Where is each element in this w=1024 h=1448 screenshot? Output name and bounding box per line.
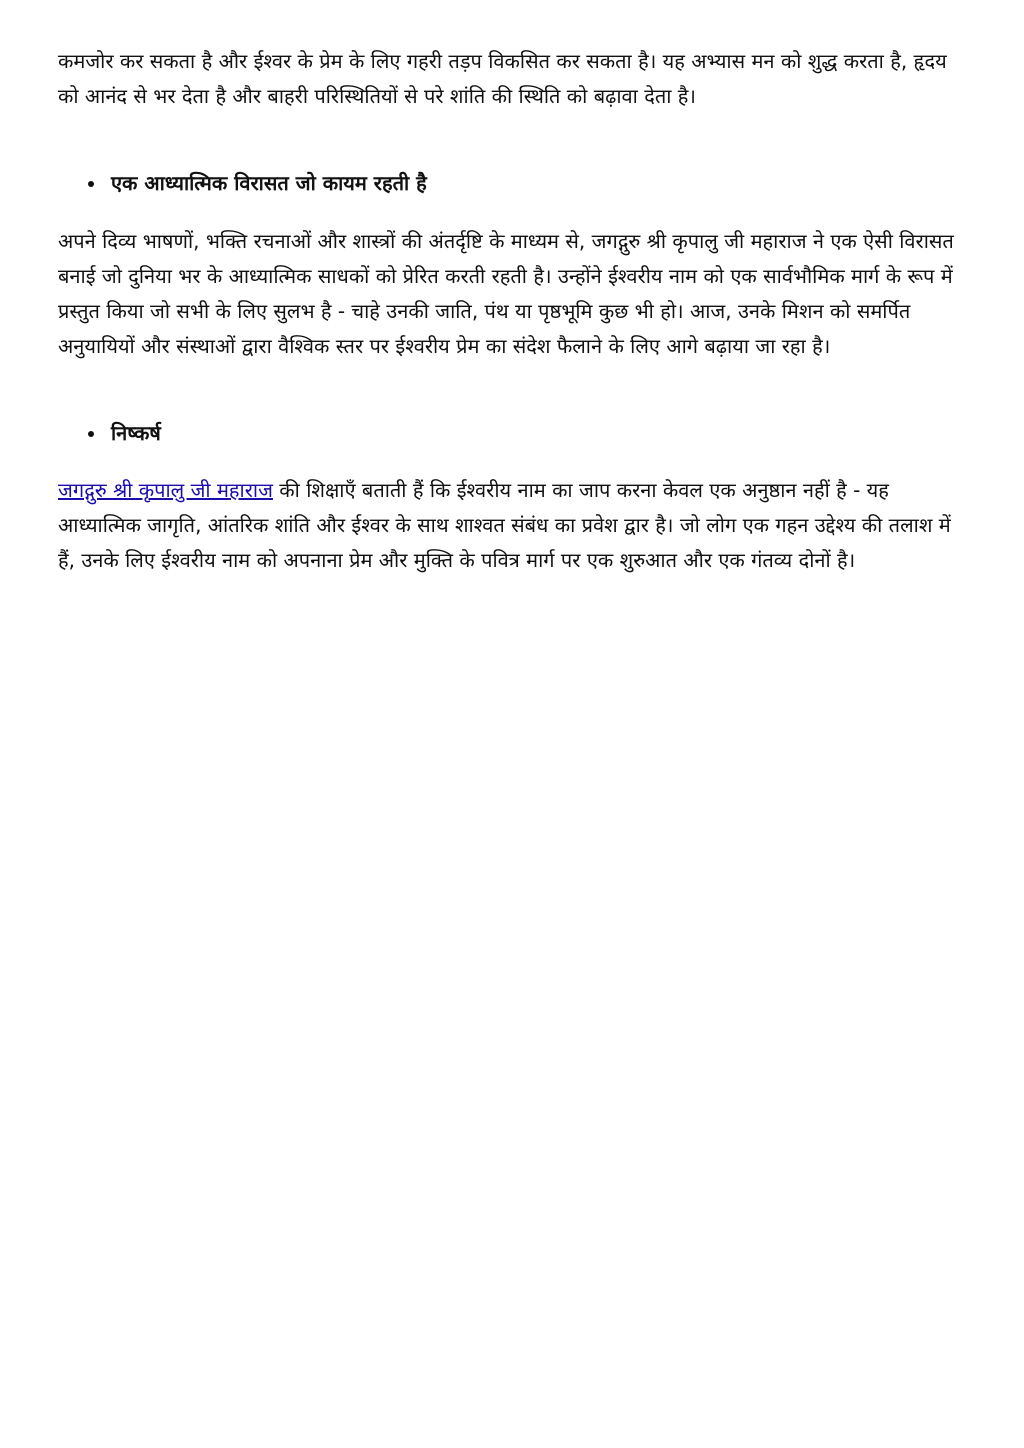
paragraph-conclusion <box>58 473 970 578</box>
paragraph-legacy: अपने दिव्य भाषणों, भक्ति रचनाओं और शास्त्रों की अंतर्दृष्टि के माध्यम से, जगद्गुरु श्री कृपालु जी महाराज ने एक ऐसी विरासत बनाई जो दुनिया भर के आध्यात्मिक साधकों को प्रेरित करती रहती है। उन्होंने ईश्वरीय नाम को एक सार्वभौमिक मार्ग के रूप में प्रस्तुत किया जो सभी के लिए सुलभ है - चाहे उनकी जाति, पंथ या पृष्ठभूमि कुछ भी हो। आज, उनके मिशन को समर्पित अनुयायियों और संस्थाओं द्वारा वैश्विक स्तर पर ईश्वरीय प्रेम का संदेश फैलाने के लिए आगे बढ़ाया जा रहा है। <box>58 229 954 358</box>
bullet-icon <box>88 181 94 187</box>
section-heading-legacy <box>58 166 970 201</box>
section-heading-text: निष्कर्ष <box>111 421 161 445</box>
document-page <box>58 44 970 578</box>
guru-name-link[interactable]: जगद्गुरु श्री कृपालु जी महाराज <box>58 478 273 502</box>
paragraph-intro-continued: कमजोर कर सकता है और ईश्वर के प्रेम के लिए गहरी तड़प विकसित कर सकता है। यह अभ्यास मन को शुद्ध करता है, हृदय को आनंद से भर देता है और बाहरी परिस्थितियों से परे शांति की स्थिति को बढ़ावा देता है। <box>58 49 947 108</box>
paragraph-conclusion-text: की शिक्षाएँ बताती हैं कि ईश्वरीय नाम का जाप करना केवल एक अनुष्ठान नहीं है - यह आध्यात्मिक जागृति, आंतरिक शांति और ईश्वर के साथ शाश्वत संबंध का प्रवेश द्वार है। जो लोग एक गहन उद्देश्य की तलाश में हैं, उनके लिए ईश्वरीय नाम को अपनाना प्रेम और मुक्ति के पवित्र मार्ग पर एक शुरुआत और एक गंतव्य दोनों है। <box>58 478 951 572</box>
section-heading-conclusion <box>58 416 970 451</box>
bullet-icon <box>88 431 94 437</box>
section-heading-text: एक आध्यात्मिक विरासत जो कायम रहती है <box>111 171 427 195</box>
